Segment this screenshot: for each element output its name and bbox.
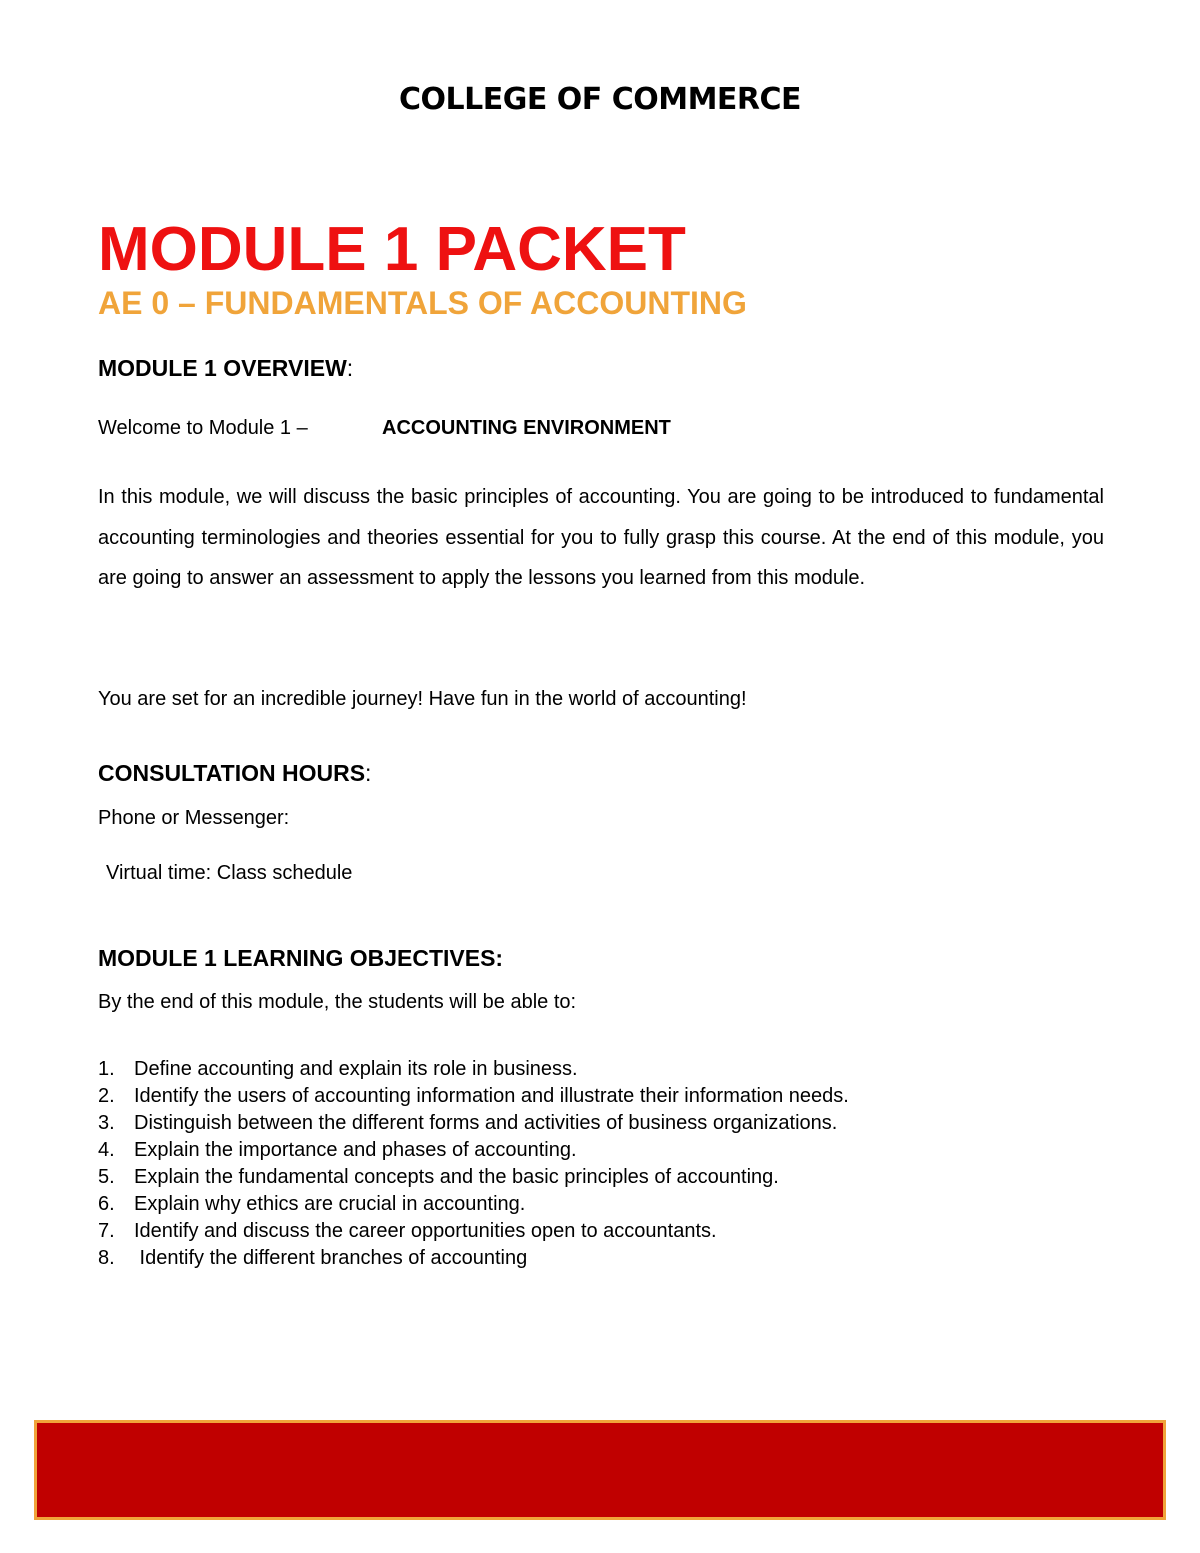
objectives-list [98,1056,849,1272]
objective-text: Distinguish between the different forms and activities of business organizations. [134,1112,838,1134]
objectives-heading: MODULE 1 LEARNING OBJECTIVES: [98,945,504,971]
objective-number: 4. [98,1139,115,1161]
objective-number: 3. [98,1112,115,1134]
objective-text: Explain the importance and phases of accounting. [134,1139,577,1161]
objective-text: Identify the different branches of accounting [134,1247,528,1269]
course-title: AE 0 – FUNDAMENTALS OF ACCOUNTING [98,285,747,321]
objective-number: 6. [98,1193,115,1215]
objectives-intro: By the end of this module, the students will be able to: [98,991,577,1013]
objective-number: 2. [98,1085,115,1107]
overview-paragraph: In this module, we will discuss the basic principles of accounting. You are going to be introduced to fundamental accounting terminologies and theories essential for you to fully grasp this course. At the end of this module, you are going to answer an assessment to apply the lessons you learned from this module. [98,486,1104,589]
overview-heading-text: MODULE 1 OVERVIEW [98,355,347,381]
welcome-prefix: Welcome to Module 1 – [98,417,308,439]
overview-heading-colon: : [346,355,354,381]
objective-item [98,1164,849,1191]
objective-text: Define accounting and explain its role in business. [134,1058,578,1080]
objective-number: 7. [98,1220,115,1242]
consultation-heading-text: CONSULTATION HOURS [98,760,366,786]
objective-item [98,1137,849,1164]
consultation-heading-colon: : [365,760,372,786]
objective-item [98,1245,849,1272]
college-header: COLLEGE OF COMMERCE [398,82,802,117]
consultation-heading [98,758,371,788]
overview-heading [98,353,353,383]
objective-text: Identify and discuss the career opportunities open to accountants. [134,1220,717,1242]
objective-number: 8. [98,1247,115,1269]
objective-item [98,1191,849,1218]
objective-text: Explain the fundamental concepts and the basic principles of accounting. [134,1166,779,1188]
consultation-virtual: Virtual time: Class schedule [106,862,353,884]
objective-number: 5. [98,1166,115,1188]
overview-closing: You are set for an incredible journey! Have fun in the world of accounting! [98,688,747,710]
consultation-phone: Phone or Messenger: [98,807,290,829]
objective-item [98,1110,849,1137]
objective-text: Explain why ethics are crucial in accounting. [134,1193,526,1215]
module-title: MODULE 1 PACKET [98,215,686,284]
footer-bar [34,1420,1166,1520]
objective-item [98,1083,849,1110]
objective-item [98,1056,849,1083]
welcome-topic: ACCOUNTING ENVIRONMENT [382,417,671,439]
objective-text: Identify the users of accounting information and illustrate their information needs. [134,1085,849,1107]
objective-number: 1. [98,1058,115,1080]
objective-item [98,1218,849,1245]
